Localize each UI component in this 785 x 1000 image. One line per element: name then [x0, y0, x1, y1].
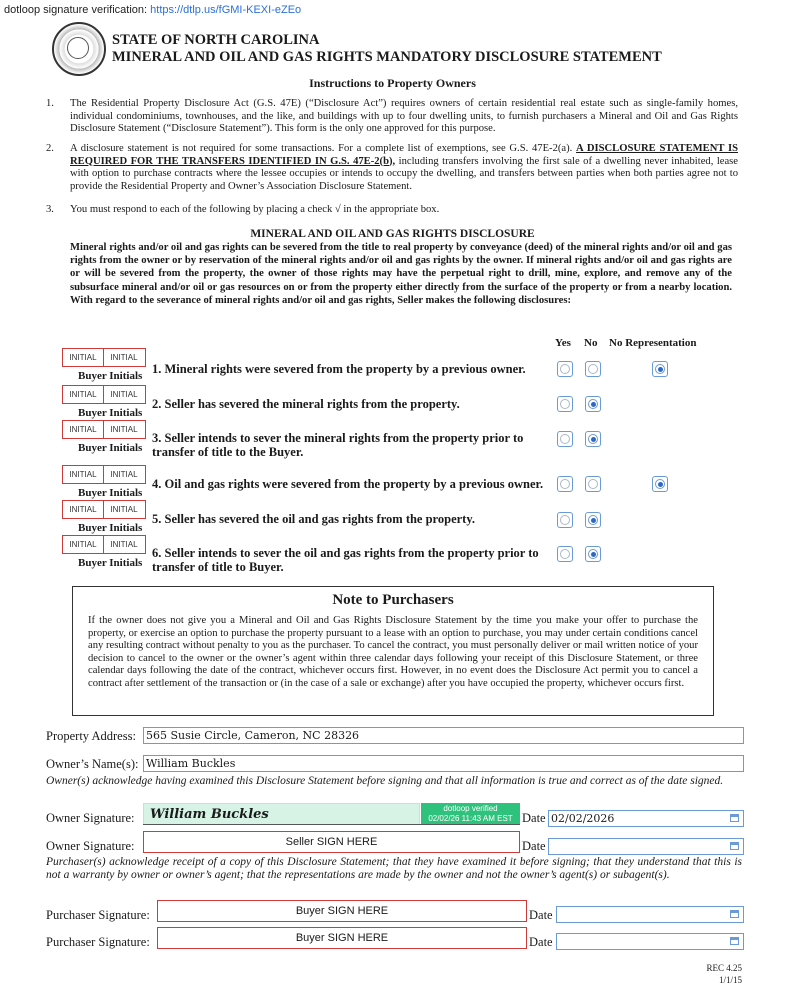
- instruction-2: A disclosure statement is not required for some transactions. For a complete list of exemptions, see G.S. 47E-2(a). A DISCLOSURE STATEMENT IS REQUIRED FOR THE TRANSFERS IDENTIFIED IN G.S. 47E-2(b), including transfers involving the first sale of a dwelling never inhabited, lease with option to purchase contracts where the lessee occupies or intends to occupy the dwelling, and transfers between parties when both parties agree not to provide the Residential Property and Owner’s Association Disclosure Statement.: [70, 143, 739, 192]
- verification-label: dotloop signature verification:: [4, 4, 148, 16]
- answer-no-radio[interactable]: [585, 431, 601, 447]
- purchaser-date-input-2[interactable]: [556, 933, 744, 950]
- verification-link[interactable]: https://dtlp.us/fGMI-KEXI-eZEo: [150, 4, 302, 16]
- disclosure-intro: Mineral rights and/or oil and gas rights can be severed from the title to real property by conveyance (deed) of the mineral rights and/or oil and gas rights from the owner or by reservation of the mineral rights and/or oil and gas rights by the owner. If mineral rights and/or oil and gas rights are or will be severed from the property, the owner of those rights may have the perpetual right to drill, mine, explore, and remove any of the subsurface mineral and/or oil or gas resources on or from the property either directly from the surface of the property or from a nearby location. With regard to the severance of mineral rights and/or oil and gas rights, Seller makes the following disclosures:: [70, 242, 732, 306]
- instruction-number: 2.: [46, 143, 54, 154]
- initial-field[interactable]: INITIAL: [103, 421, 144, 438]
- date-label-2: Date: [522, 839, 546, 853]
- question-text: 1. Mineral rights were severed from the property by a previous owner.: [152, 362, 526, 376]
- dotloop-verification-bar: [4, 4, 301, 16]
- buyer-initial-box[interactable]: [62, 348, 146, 367]
- property-address-input[interactable]: 565 Susie Circle, Cameron, NC 28326: [143, 727, 744, 744]
- buyer-sign-here-button[interactable]: Buyer SIGN HERE: [157, 900, 527, 922]
- purchaser-acknowledgement: Purchaser(s) acknowledge receipt of a copy of this Disclosure Statement; that they have examined it before signing; that they understand that this is not a warranty by owner or owner’s agent; that the representations are made by the owner and not the owner’s agent(s) or subagent(s).: [46, 856, 742, 881]
- dotloop-verified-badge: dotloop verified 02/02/26 11:43 AM EST: [421, 803, 520, 825]
- instructions-heading: Instructions to Property Owners: [309, 76, 476, 90]
- instruction-number: 3.: [46, 204, 54, 215]
- question-text: 5. Seller has severed the oil and gas rights from the property.: [152, 512, 476, 526]
- buyer-initial-box[interactable]: [62, 465, 146, 484]
- buyer-initials-label: Buyer Initials: [78, 407, 143, 419]
- answer-no-radio[interactable]: [585, 361, 601, 377]
- answer-yes-radio[interactable]: [557, 431, 573, 447]
- question-text: 6. Seller intends to sever the oil and gas rights from the property prior to transfer of title to Buyer.: [152, 546, 539, 574]
- buyer-initials-label: Buyer Initials: [78, 370, 143, 382]
- answer-yes-radio[interactable]: [557, 546, 573, 562]
- buyer-initials-label: Buyer Initials: [78, 557, 143, 569]
- answer-no-radio[interactable]: [585, 546, 601, 562]
- note-text: If the owner does not give you a Mineral and Oil and Gas Rights Disclosure Statement by the time you make your offer to purchase the property, or exercise an option to purchase the property pursuant to a lease with an option to purchase, you may under certain conditions cancel any resulting contract without penalty to you as the purchaser. To cancel the contract, you must personally deliver or mail written notice of your decision to cancel to the owner or the owner’s agent within three calendar days following your receipt of this Disclosure Statement, or three calendar days following the date of the contract, whichever occurs first. However, in no event does the Disclosure Act permit you to cancel a contract after settlement of the transaction or (in the case of a sale or exchange) after you have occupied the property, whichever occurs first.: [88, 615, 698, 689]
- disclosure-heading: MINERAL AND OIL AND GAS RIGHTS DISCLOSURE: [250, 228, 535, 240]
- buyer-initial-box[interactable]: [62, 535, 146, 554]
- instruction-3: You must respond to each of the following by placing a check √ in the appropriate box.: [70, 204, 440, 215]
- date-label-4: Date: [529, 935, 553, 949]
- column-no: No: [584, 337, 598, 349]
- form-code: REC 4.25: [706, 963, 742, 973]
- owner-date-input[interactable]: 02/02/2026: [548, 810, 744, 827]
- initial-field[interactable]: INITIAL: [103, 501, 144, 518]
- question-text: 3. Seller intends to sever the mineral rights from the property prior to transfer of title to the Buyer.: [152, 431, 524, 459]
- answer-no-radio[interactable]: [585, 512, 601, 528]
- answer-yes-radio[interactable]: [557, 512, 573, 528]
- calendar-icon: [730, 814, 739, 822]
- answer-no-radio[interactable]: [585, 396, 601, 412]
- date-label-3: Date: [529, 908, 553, 922]
- form-title-state: STATE OF NORTH CAROLINA: [112, 32, 320, 48]
- column-yes: Yes: [555, 337, 571, 349]
- initial-field[interactable]: INITIAL: [69, 353, 97, 362]
- column-no-representation: No Representation: [609, 337, 697, 349]
- answer-yes-radio[interactable]: [557, 396, 573, 412]
- purchaser-date-input[interactable]: [556, 906, 744, 923]
- form-date: 1/1/15: [718, 975, 742, 985]
- owner-names-label: Owner’s Name(s):: [46, 757, 139, 771]
- initial-field[interactable]: INITIAL: [69, 540, 97, 549]
- note-title: Note to Purchasers: [332, 592, 454, 608]
- answer-yes-radio[interactable]: [557, 361, 573, 377]
- owner-date-input-2[interactable]: [548, 838, 744, 855]
- buyer-sign-here-button-2[interactable]: Buyer SIGN HERE: [157, 927, 527, 949]
- buyer-initials-label: Buyer Initials: [78, 442, 143, 454]
- calendar-icon: [730, 910, 739, 918]
- buyer-initials-label: Buyer Initials: [78, 522, 143, 534]
- owner-acknowledgement: Owner(s) acknowledge having examined this Disclosure Statement before signing and that all information is true and correct as of the date signed.: [46, 775, 724, 787]
- owner-names-input[interactable]: William Buckles: [143, 755, 744, 772]
- initial-field[interactable]: INITIAL: [69, 425, 97, 434]
- buyer-initial-box[interactable]: [62, 500, 146, 519]
- answer-norep-radio[interactable]: [652, 476, 668, 492]
- initial-field[interactable]: INITIAL: [103, 386, 144, 403]
- initial-field[interactable]: INITIAL: [103, 536, 144, 553]
- initial-field[interactable]: INITIAL: [69, 390, 97, 399]
- question-text: 4. Oil and gas rights were severed from the property by a previous owner.: [152, 477, 544, 491]
- owner-signature-label: Owner Signature:: [46, 811, 135, 825]
- initial-field[interactable]: INITIAL: [69, 505, 97, 514]
- buyer-initial-box[interactable]: [62, 420, 146, 439]
- initial-field[interactable]: INITIAL: [103, 466, 144, 483]
- answer-no-radio[interactable]: [585, 476, 601, 492]
- date-label: Date: [522, 811, 546, 825]
- buyer-initial-box[interactable]: [62, 385, 146, 404]
- form-title: MINERAL AND OIL AND GAS RIGHTS MANDATORY DISCLOSURE STATEMENT: [112, 49, 662, 65]
- state-seal-icon: [52, 22, 106, 76]
- owner-signature-label-2: Owner Signature:: [46, 839, 135, 853]
- owner-signature-field[interactable]: William Buckles: [143, 803, 420, 825]
- signature-line: [143, 824, 520, 825]
- initial-field[interactable]: INITIAL: [69, 470, 97, 479]
- calendar-icon: [730, 842, 739, 850]
- initial-field[interactable]: INITIAL: [103, 349, 144, 366]
- property-address-label: Property Address:: [46, 729, 136, 743]
- answer-norep-radio[interactable]: [652, 361, 668, 377]
- answer-yes-radio[interactable]: [557, 476, 573, 492]
- disclosure-required-note: A DISCLOSURE STATEMENT IS REQUIRED FOR THE TRANSFERS IDENTIFIED IN G.S. 47E-2(b),: [70, 143, 738, 167]
- calendar-icon: [730, 937, 739, 945]
- question-text: 2. Seller has severed the mineral rights from the property.: [152, 397, 460, 411]
- purchaser-signature-label-2: Purchaser Signature:: [46, 935, 150, 949]
- seller-sign-here-button[interactable]: Seller SIGN HERE: [143, 831, 520, 853]
- instruction-1: The Residential Property Disclosure Act (G.S. 47E) (“Disclosure Act”) requires owners of certain residential real estate such as single-family homes, individual condominiums, townhouses, and the like, and buildings with up to four dwelling units, to furnish purchasers a Mineral and Oil and Gas Rights Disclosure Statement (“Disclosure Statement”). This form is the only one approved for this purpose.: [70, 98, 738, 135]
- instruction-number: 1.: [46, 98, 54, 109]
- purchaser-signature-label: Purchaser Signature:: [46, 908, 150, 922]
- buyer-initials-label: Buyer Initials: [78, 487, 143, 499]
